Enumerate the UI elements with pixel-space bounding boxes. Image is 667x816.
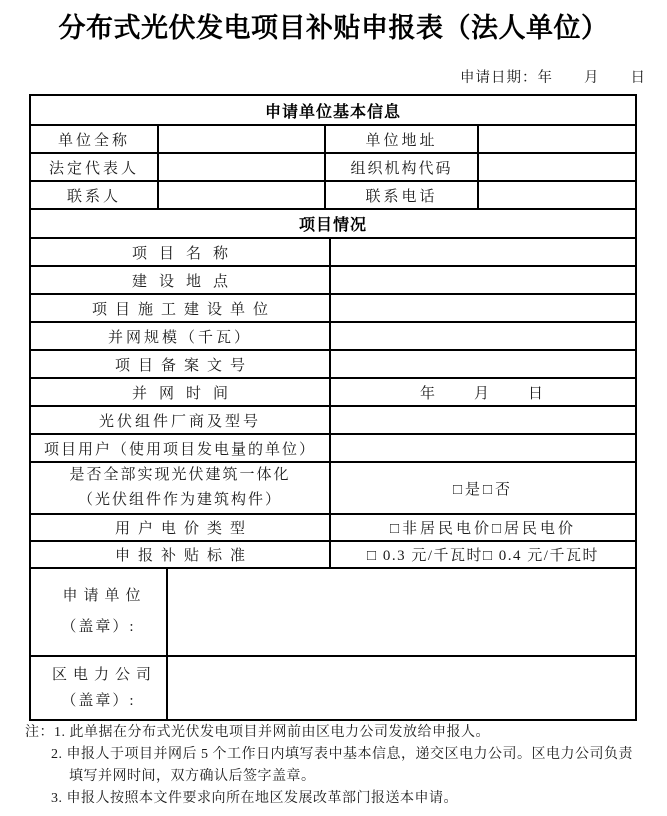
section-header-project-info: 项目情况 <box>298 217 367 234</box>
table-row <box>31 323 635 351</box>
basic-info-header-row <box>31 96 635 126</box>
unit-name-label: 单位全称 <box>31 126 159 152</box>
form-title: 分布式光伏发电项目补贴申报表（法人单位） <box>58 13 609 43</box>
table-row <box>31 295 635 323</box>
section-header-basic-info: 申请单位基本信息 <box>264 103 401 121</box>
contact-person-input[interactable] <box>159 182 326 208</box>
bipv-checkbox-group[interactable]: □是□否 <box>452 481 514 498</box>
legal-representative-input[interactable] <box>159 154 326 180</box>
power-company-stamp-label <box>31 657 168 719</box>
contact-phone-label: 联系电话 <box>326 182 479 208</box>
tariff-type-label: 用户电价类型 <box>31 515 331 540</box>
construction-site-label: 建设地点 <box>31 267 331 293</box>
note-item-3: 3. 申报人按照本文件要求向所在地区发展改革部门报送本申请。 <box>51 791 458 806</box>
project-user-input[interactable] <box>331 435 635 461</box>
contact-person-label: 联系人 <box>31 182 159 208</box>
unit-name-input[interactable] <box>159 126 326 152</box>
power-company-stamp-row <box>31 657 635 719</box>
note-text-1: 1. 此单据在分布式光伏发电项目并网前由区电力公司发放给申报人。 <box>54 725 490 740</box>
applicant-stamp-label <box>31 569 168 655</box>
power-company-stamp-label-line1: 区电力公司 <box>51 667 157 683</box>
applicant-stamp-area[interactable] <box>168 569 635 655</box>
grid-capacity-label: 并网规模（千瓦） <box>31 323 331 349</box>
construction-unit-input[interactable] <box>331 295 635 321</box>
org-code-input[interactable] <box>479 154 635 180</box>
project-name-input[interactable] <box>331 239 635 265</box>
applicant-stamp-label-line1: 申请单位 <box>62 588 147 604</box>
table-row <box>31 435 635 463</box>
construction-site-input[interactable] <box>331 267 635 293</box>
bipv-label-line2: （光伏组件作为建筑构件） <box>77 492 282 508</box>
subsidy-standard-checkbox-group[interactable]: □ 0.3 元/千瓦时□ 0.4 元/千瓦时 <box>367 548 599 564</box>
table-row <box>31 463 635 515</box>
table-row <box>31 515 635 542</box>
construction-unit-label: 项目施工建设单位 <box>31 295 331 321</box>
legal-representative-label: 法定代表人 <box>31 154 159 180</box>
applicant-stamp-row <box>31 569 635 657</box>
power-company-stamp-area[interactable] <box>168 657 635 719</box>
grid-capacity-input[interactable] <box>331 323 635 349</box>
pv-module-model-input[interactable] <box>331 407 635 433</box>
filing-number-input[interactable] <box>331 351 635 377</box>
notes-prefix: 注： <box>25 725 54 740</box>
unit-address-input[interactable] <box>479 126 635 152</box>
table-row <box>31 126 635 154</box>
tariff-type-checkbox-group[interactable]: □非居民电价□居民电价 <box>389 521 577 537</box>
table-row <box>31 154 635 182</box>
table-row <box>31 542 635 569</box>
filing-number-label: 项目备案文号 <box>31 351 331 377</box>
table-row <box>31 407 635 435</box>
project-user-label: 项目用户（使用项目发电量的单位） <box>31 435 331 461</box>
note-item-1 <box>25 722 639 744</box>
org-code-label: 组织机构代码 <box>326 154 479 180</box>
pv-module-model-label: 光伏组件厂商及型号 <box>31 407 331 433</box>
table-row <box>31 267 635 295</box>
notes-block <box>25 722 639 810</box>
grid-connection-date-label: 并网时间 <box>31 379 331 405</box>
grid-connection-date-value[interactable]: 年 月 日 <box>419 385 546 402</box>
project-name-label: 项目名称 <box>31 239 331 265</box>
power-company-stamp-label-line2: （盖章）: <box>61 693 136 709</box>
table-row <box>31 351 635 379</box>
unit-address-label: 单位地址 <box>326 126 479 152</box>
bipv-label <box>31 463 331 513</box>
note-item-2: 2. 申报人于项目并网后 5 个工作日内填写表中基本信息，递交区电力公司。区电力公司负责填写并网时间，双方确认后签字盖章。 <box>51 747 633 784</box>
project-header-row <box>31 210 635 239</box>
contact-phone-input[interactable] <box>479 182 635 208</box>
bipv-label-line1: 是否全部实现光伏建筑一体化 <box>69 467 291 483</box>
table-row <box>31 182 635 210</box>
subsidy-standard-label: 申报补贴标准 <box>31 542 331 567</box>
table-row <box>31 379 635 407</box>
form-table <box>29 94 637 721</box>
application-date-line: 申请日期：年 月 日 <box>460 70 646 86</box>
table-row <box>31 239 635 267</box>
applicant-stamp-label-line2: （盖章）: <box>61 619 136 635</box>
